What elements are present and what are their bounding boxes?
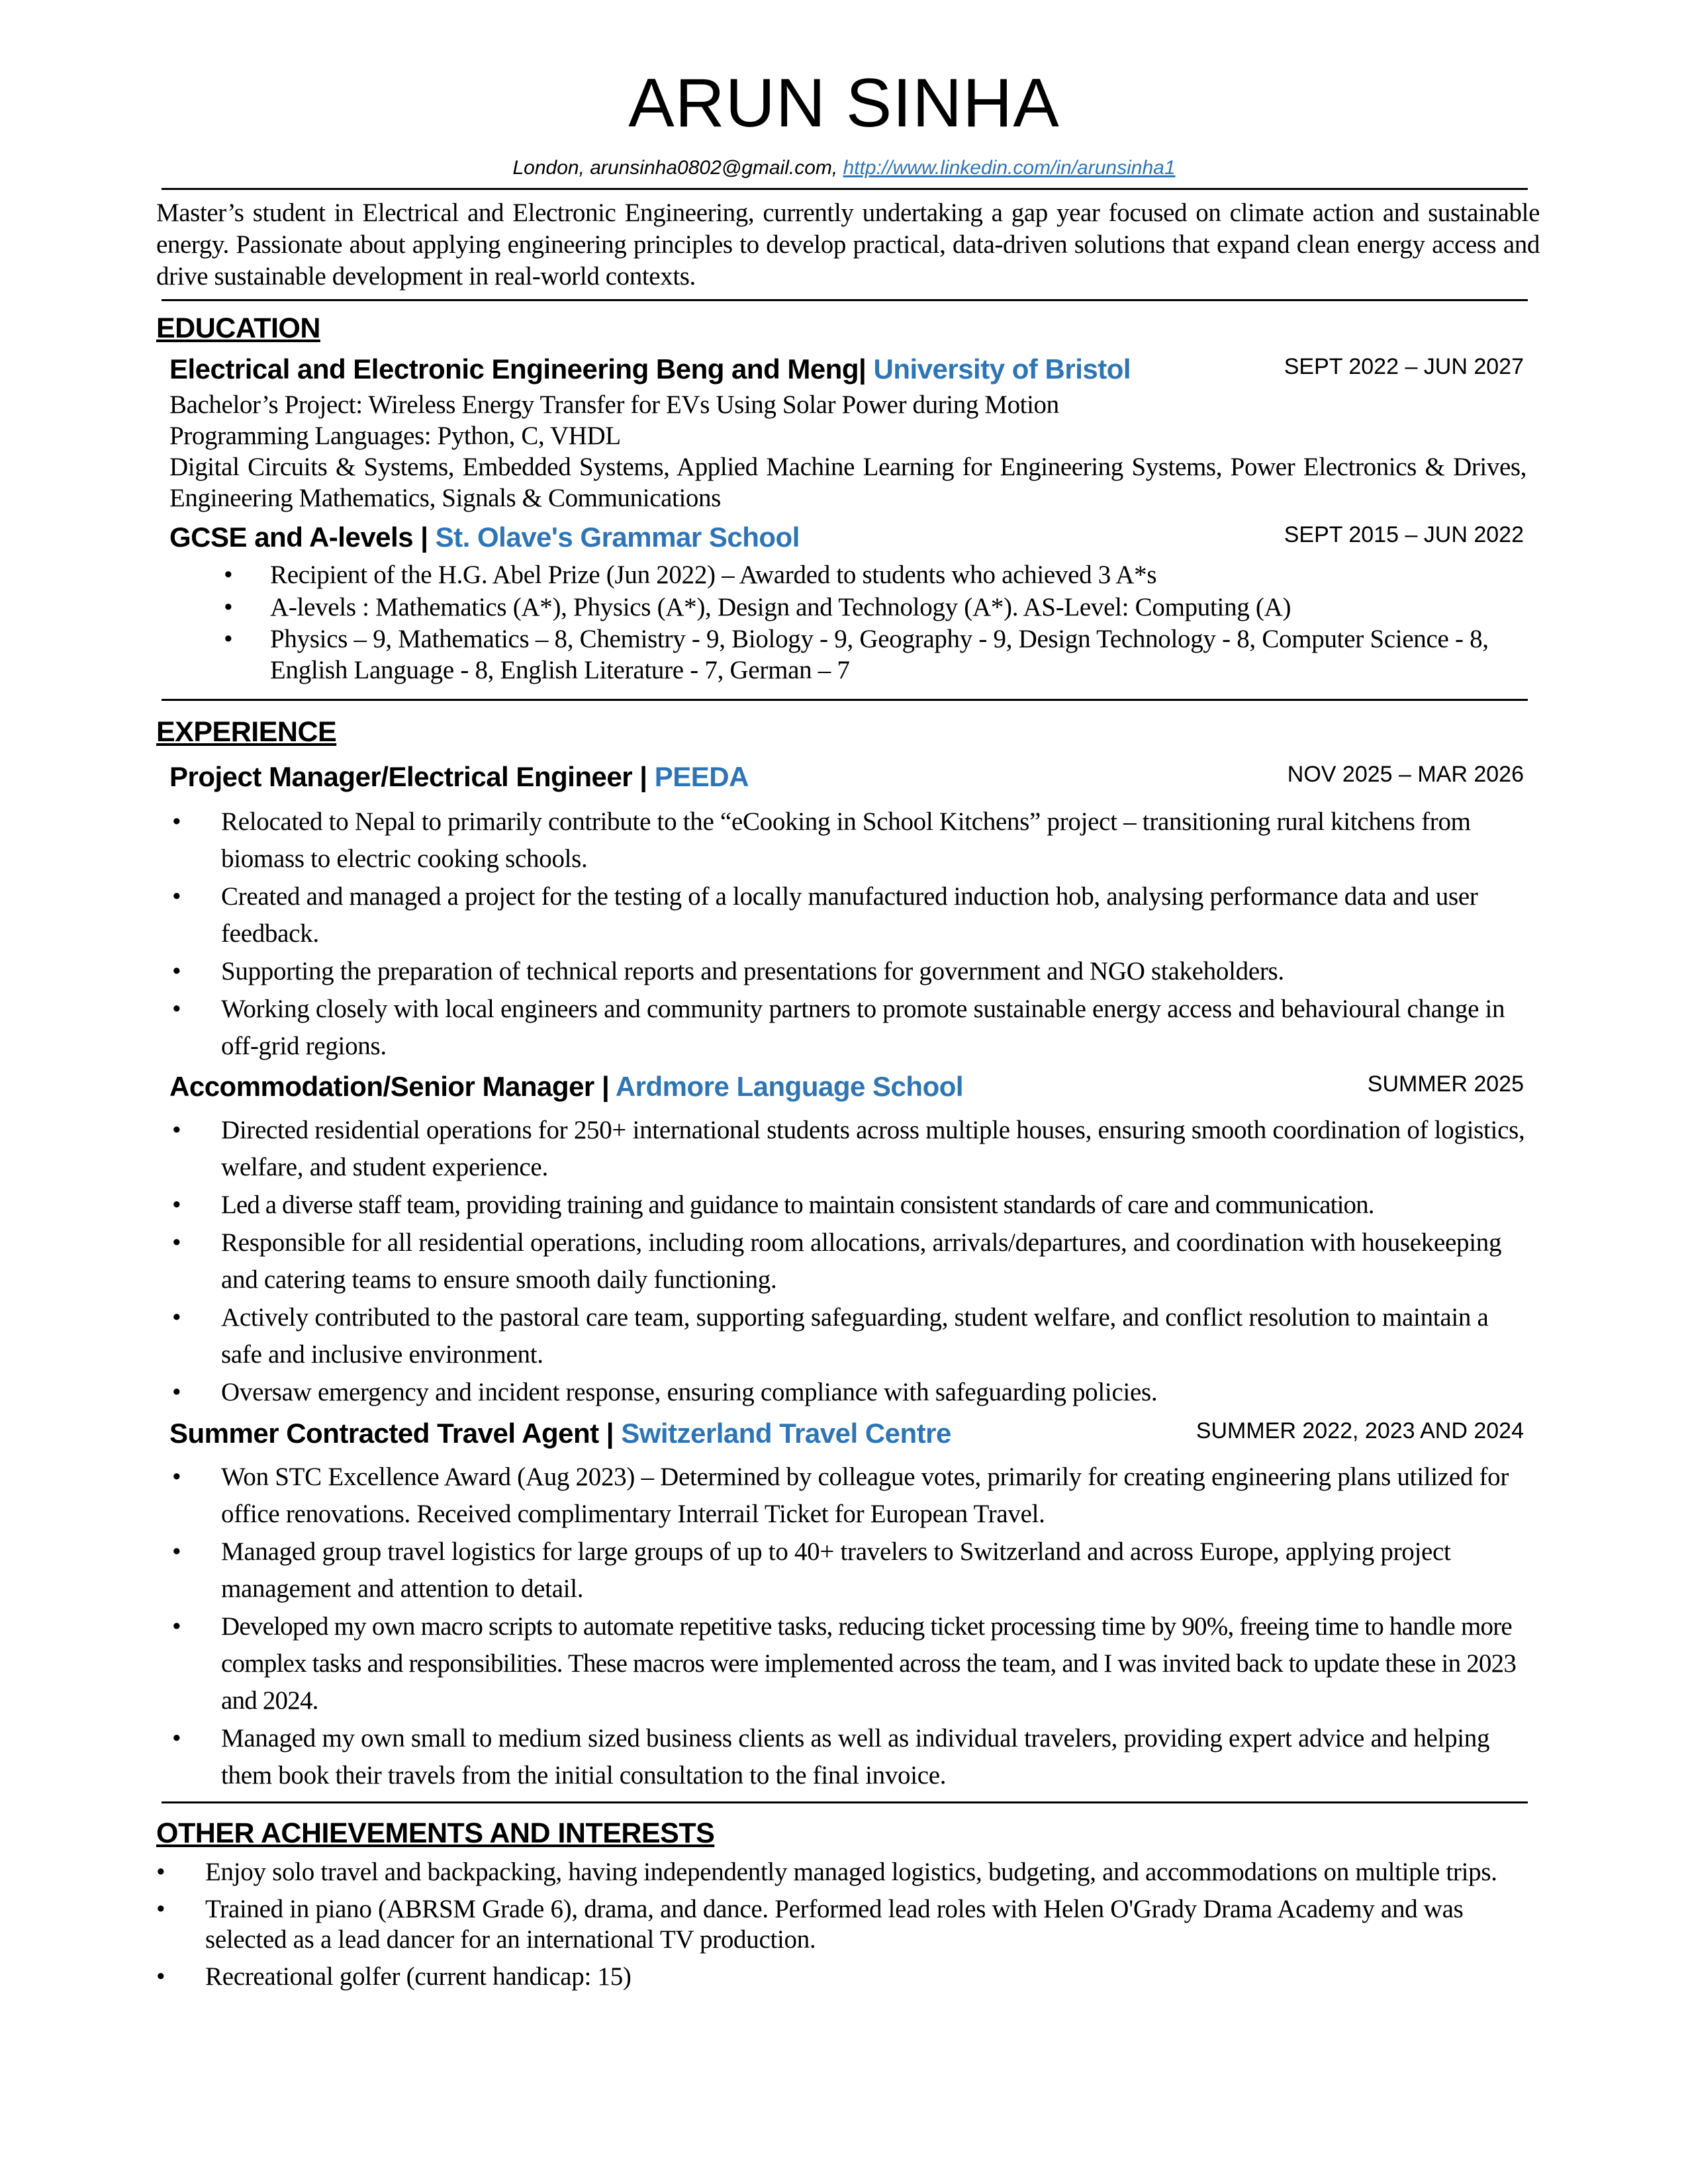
bullet-icon: • (156, 1858, 165, 1886)
bullet-icon: • (172, 1378, 181, 1406)
bullet-icon: • (172, 1303, 181, 1332)
bullet-icon: • (172, 1228, 181, 1257)
contact-line (0, 155, 1688, 181)
list-item: • Relocated to Nepal to primarily contribute to the “eCooking in School Kitchens” project – transitioning rural kitchens from biomass to electric cooking schools. (156, 803, 1528, 878)
school-title: GCSE and A-levels | (169, 522, 436, 553)
bullet-icon: • (224, 561, 233, 589)
list-item: • Actively contributed to the pastoral care team, supporting safeguarding, student welfare, and conflict resolution to maintain a safe and inclusive environment. (156, 1299, 1528, 1373)
list-item: • Managed my own small to medium sized business clients as well as individual travelers, providing expert advice and helping them book their travels from the initial consultation to the final invoice. (156, 1720, 1528, 1794)
school-name: St. Olave's Grammar School (435, 522, 800, 553)
degree-title: Electrical and Electronic Engineering Beng and Meng| (169, 353, 874, 385)
bullet-icon: • (156, 1962, 165, 1991)
list-item: • Trained in piano (ABRSM Grade 6), drama, and dance. Performed lead roles with Helen O'Grady Drama Academy and was selected as a lead dancer for an international TV production. (156, 1895, 1464, 1954)
list-item: • Oversaw emergency and incident response, ensuring compliance with safeguarding policies. (156, 1374, 1528, 1411)
job-organization: PEEDA (654, 761, 749, 792)
job-bullet-list-peeda (156, 803, 1528, 1066)
school-bullet-list (169, 559, 1526, 686)
list-item: • Enjoy solo travel and backpacking, having independently managed logistics, budgeting, and accommodations on multiple trips. (156, 1858, 1497, 1886)
list-item: • Working closely with local engineers and community partners to promote sustainable energy access and behavioural change in off-grid regions. (156, 991, 1528, 1065)
candidate-name: ARUN SINHA (628, 65, 1060, 142)
bullet-icon: • (172, 1191, 181, 1219)
job-bullet-list-ardmore (156, 1112, 1528, 1412)
bullet-icon: • (172, 882, 181, 911)
job-title: Project Manager/Electrical Engineer | (169, 761, 655, 792)
list-item: • Physics – 9, Mathematics – 8, Chemistry - 9, Biology - 9, Geography - 9, Design Technology - 8, Computer Science - 8, English Language - 8, English Literature - 7, German – 7 (224, 625, 1489, 684)
bullet-icon: • (172, 1537, 181, 1566)
divider (162, 188, 1528, 190)
summary-paragraph: Master’s student in Electrical and Electronic Engineering, currently undertaking a gap year focused on climate action and sustainable energy. Passionate about applying engineering principles to develop practical, data-driven solutions that expand clean energy access and drive sustainable development in real-world contexts. (156, 199, 1540, 291)
list-item: • Responsible for all residential operations, including room allocations, arrivals/departures, and coordination with housekeeping and catering teams to ensure smooth daily functioning. (156, 1224, 1528, 1298)
section-title-other: OTHER ACHIEVEMENTS AND INTERESTS (156, 1817, 715, 1849)
linkedin-link[interactable]: http://www.linkedin.com/in/arunsinha1 (843, 157, 1176, 179)
list-item: • Developed my own macro scripts to automate repetitive tasks, reducing ticket processing time by 90%, freeing time to handle more complex tasks and responsibilities. These macros were implemented across the team, and I was invited back to update these in 2023 and 2024. (156, 1608, 1528, 1719)
section-title-education: EDUCATION (156, 312, 320, 344)
list-item: • A-levels : Mathematics (A*), Physics (A*), Design and Technology (A*). AS-Level: Computing (A) (169, 591, 1526, 623)
list-item: • Recreational golfer (current handicap: 15) (156, 1962, 632, 1991)
other-bullet-list (156, 1857, 1528, 1999)
job-title: Summer Contracted Travel Agent | (169, 1418, 622, 1449)
bullet-icon: • (156, 1895, 165, 1923)
divider (162, 299, 1528, 301)
job-date: NOV 2025 – MAR 2026 (1287, 762, 1524, 787)
degree-date: SEPT 2022 – JUN 2027 (1284, 354, 1524, 379)
job-bullet-list-stc (156, 1459, 1528, 1795)
job-organization: Switzerland Travel Centre (621, 1418, 951, 1449)
bullet-icon: • (172, 957, 181, 985)
job-date: SUMMER 2022, 2023 AND 2024 (1196, 1418, 1524, 1443)
divider (162, 699, 1528, 701)
list-item: • Won STC Excellence Award (Aug 2023) – Determined by colleague votes, primarily for creating engineering plans utilized for office renovations. Received complimentary Interrail Ticket for European Travel. (156, 1459, 1528, 1533)
bullet-icon: • (224, 593, 233, 621)
bullet-icon: • (224, 625, 233, 653)
bullet-icon: • (172, 1724, 181, 1752)
degree-modules-line: Digital Circuits & Systems, Embedded Systems, Applied Machine Learning for Engineering Systems, Power Electronics & Drives, Engineering Mathematics, Signals & Communications (169, 453, 1526, 512)
job-date: SUMMER 2025 (1367, 1071, 1524, 1097)
divider (162, 1801, 1528, 1803)
degree-languages-line: Programming Languages: Python, C, VHDL (169, 422, 621, 450)
list-item: • Recipient of the H.G. Abel Prize (Jun 2022) – Awarded to students who achieved 3 A*s (169, 559, 1526, 591)
school-date: SEPT 2015 – JUN 2022 (1284, 522, 1524, 547)
job-organization: Ardmore Language School (615, 1071, 964, 1102)
bullet-icon: • (172, 1463, 181, 1491)
bullet-icon: • (172, 995, 181, 1023)
degree-institution: University of Bristol (873, 353, 1131, 385)
bullet-icon: • (172, 807, 181, 836)
bullet-icon: • (172, 1612, 181, 1641)
degree-project-line: Bachelor’s Project: Wireless Energy Transfer for EVs Using Solar Power during Motion (169, 390, 1059, 419)
list-item: • Supporting the preparation of technical reports and presentations for government and NGO stakeholders. (156, 953, 1528, 990)
section-title-experience: EXPERIENCE (156, 716, 337, 748)
list-item: • Directed residential operations for 250+ international students across multiple houses, ensuring smooth coordination of logistics, welfare, and student experience. (156, 1112, 1528, 1186)
bullet-icon: • (172, 1116, 181, 1144)
job-title: Accommodation/Senior Manager | (169, 1071, 616, 1102)
list-item: • Managed group travel logistics for large groups of up to 40+ travelers to Switzerland and across Europe, applying project management and attention to detail. (156, 1533, 1528, 1608)
list-item: • Led a diverse staff team, providing training and guidance to maintain consistent standards of care and communication. (156, 1187, 1528, 1224)
job-heading-ardmore (169, 1069, 1526, 1104)
contact-location-email: London, arunsinha0802@gmail.com, (512, 157, 843, 179)
list-item: • Created and managed a project for the testing of a locally manufactured induction hob, analysing performance data and user feedback. (156, 878, 1528, 952)
